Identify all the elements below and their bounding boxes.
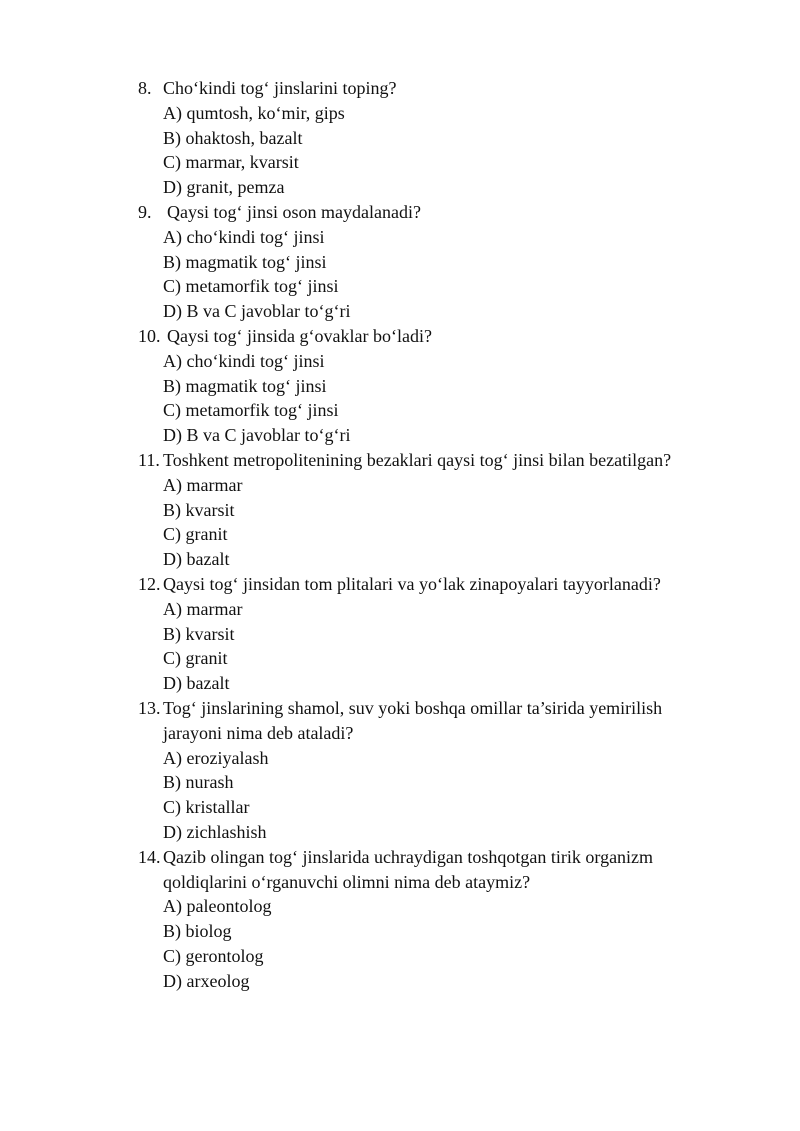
question-12 (138, 572, 738, 696)
question-13 (138, 696, 738, 845)
question-number: 9. (138, 201, 152, 222)
answer-option: D) B va C javoblar to‘g‘ri (163, 425, 351, 446)
question-number: 8. (138, 78, 152, 98)
answer-option: D) arxeolog (163, 970, 250, 991)
answer-option: D) bazalt (163, 549, 230, 570)
question-text: Qazib olingan tog‘ jinslarida uchraydigan toshqotgan tirik organizm (163, 846, 654, 867)
answer-option: C) marmar, kvarsit (163, 152, 299, 173)
question-text: Cho‘kindi tog‘ jinslarini toping? (163, 78, 397, 98)
answer-option: A) eroziyalash (163, 747, 269, 768)
answer-option: D) bazalt (163, 673, 230, 694)
answer-option: B) nurash (163, 772, 234, 793)
question-14 (138, 845, 738, 994)
question-text-continued: jarayoni nima deb ataladi? (163, 722, 354, 743)
answer-option: B) kvarsit (163, 623, 235, 644)
question-number: 14. (138, 846, 161, 867)
question-text: Qaysi tog‘ jinsidan tom plitalari va yo‘lak zinapoyalari tayyorlanadi? (163, 573, 661, 594)
question-11 (138, 448, 738, 572)
answer-option: A) qumtosh, ko‘mir, gips (163, 102, 345, 123)
question-text: Qaysi tog‘ jinsida g‘ovaklar bo‘ladi? (167, 325, 432, 346)
question-10 (138, 324, 738, 448)
answer-option: A) paleontolog (163, 896, 272, 917)
answer-option: A) marmar (163, 474, 243, 495)
answer-option: C) gerontolog (163, 945, 264, 966)
answer-option: C) granit (163, 524, 228, 545)
answer-option: C) metamorfik tog‘ jinsi (163, 400, 339, 421)
answer-option: B) magmatik tog‘ jinsi (163, 375, 327, 396)
answer-option: B) ohaktosh, bazalt (163, 127, 303, 148)
question-number: 12. (138, 573, 161, 594)
answer-option: A) cho‘kindi tog‘ jinsi (163, 350, 325, 371)
quiz-list (138, 76, 738, 993)
question-9 (138, 200, 738, 324)
answer-option: B) biolog (163, 921, 232, 942)
answer-option: C) metamorfik tog‘ jinsi (163, 276, 339, 297)
answer-option: A) marmar (163, 598, 243, 619)
question-number: 11. (138, 449, 160, 470)
answer-option: D) granit, pemza (163, 177, 285, 198)
answer-option: B) kvarsit (163, 499, 235, 520)
answer-option: C) granit (163, 648, 228, 669)
question-text: Qaysi tog‘ jinsi oson maydalanadi? (167, 201, 421, 222)
question-text: Tog‘ jinslarining shamol, suv yoki boshqa omillar ta’sirida yemirilish (163, 697, 663, 718)
answer-option: C) kristallar (163, 797, 250, 818)
question-8 (138, 76, 738, 200)
answer-option: A) cho‘kindi tog‘ jinsi (163, 226, 325, 247)
answer-option: D) zichlashish (163, 821, 267, 842)
answer-option: D) B va C javoblar to‘g‘ri (163, 301, 351, 322)
question-number: 13. (138, 697, 161, 718)
question-text-continued: qoldiqlarini o‘rganuvchi olimni nima deb ataymiz? (163, 871, 531, 892)
answer-option: B) magmatik tog‘ jinsi (163, 251, 327, 272)
question-number: 10. (138, 325, 161, 346)
question-text: Toshkent metropolitenining bezaklari qaysi tog‘ jinsi bilan bezatilgan? (163, 449, 672, 470)
